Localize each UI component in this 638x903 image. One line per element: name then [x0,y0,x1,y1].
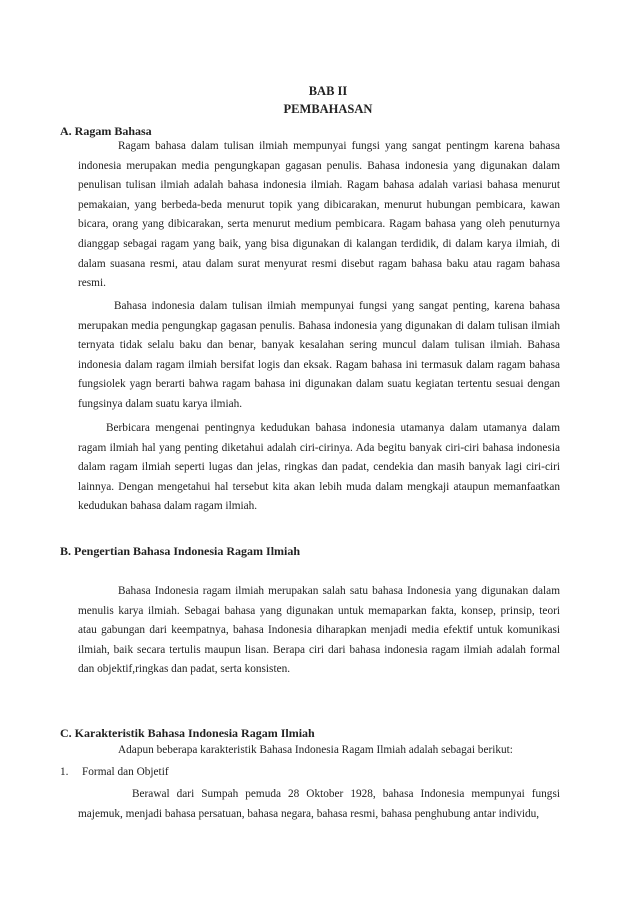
chapter-title: PEMBAHASAN [283,102,373,116]
section-a-paragraph-1: Ragam bahasa dalam tulisan ilmiah mempunyai fungsi yang sangat pentingm karena bahasa indonesia merupakan media pengungkapan gagasan penulis. Bahasa indonesia yang digunakan dalam penulisan tulisan ilmiah adalah bahasa indonesia ilmiah. Ragam bahasa adalah variasi bahasa menurut pemakaian, yang berbeda-beda menurut topik yang dibicarakan, menurut hubungan pembicara, kawan bicara, orang yang dibicarakan, serta menurut medium pembicara. Ragam bahasa yang oleh penuturnya dianggap sebagai ragam yang baik, yang bisa digunakan di kalangan terdidik, di dalam karya ilmiah, di dalam suasana resmi, atau dalam surat menyurat resmi disebut ragam bahasa baku atau ragam bahasa resmi. [78,140,560,290]
section-c-heading: C. Karakteristik Bahasa Indonesia Ragam Ilmiah [60,726,315,740]
section-a-paragraph-2: Bahasa indonesia dalam tulisan ilmiah mempunyai fungsi yang sangat penting, karena bahasa merupakan media pengungkap gagasan penulis. Bahasa indonesia yang digunakan di dalam tulisan ilmiah ternyata tidak selalu baku dan benar, banyak kesalahan sering muncul dalam tulisan ilmiah. Bahasa indonesia dalam ragam ilmiah bersifat logis dan eksak. Ragam bahasa ini termasuk dalam ragam bahasa fungsiolek yagn berarti bahwa ragam bahasa ini digunakan dalam suatu kegiatan tertentu sesuai dengan fungsinya dalam suatu karya ilmiah. [78,300,560,410]
chapter-number: BAB II [308,84,348,98]
section-c-intro: Adapun beberapa karakteristik Bahasa Indonesia Ragam Ilmiah adalah sebagai berikut: [118,744,513,756]
list-item-text: Berawal dari Sumpah pemuda 28 Oktober 1928, bahasa Indonesia mempunyai fungsi majemuk, menjadi bahasa persatuan, bahasa negara, bahasa resmi, bahasa penghubung antar individu, [78,788,560,820]
list-item-title: Formal dan Objetif [82,766,169,778]
section-b-heading: B. Pengertian Bahasa Indonesia Ragam Ilmiah [60,544,301,558]
section-a-heading: A. Ragam Bahasa [60,124,152,138]
section-a-paragraph-3: Berbicara mengenai pentingnya kedudukan bahasa indonesia utamanya dalam utamanya dalam ragam ilmiah hal yang penting diketahui adalah ciri-cirinya. Ada begitu banyak ciri-ciri bahasa indonesia dalam ragam ilmiah seperti lugas dan jelas, ringkas dan padat, cendekia dan masih banyak lagi ciri-ciri lainnya. Dengan mengetahui hal tersebut kita akan lebih muda dalam mengkaji ataupun memanfaatkan kedudukan bahasa dalam ragam ilmiah. [78,422,560,513]
list-item-number: 1. [60,766,69,778]
section-b-paragraph: Bahasa Indonesia ragam ilmiah merupakan salah satu bahasa Indonesia yang digunakan dalam menulis karya ilmiah. Sebagai bahasa yang digunakan untuk memaparkan fakta, konsep, prinsip, teori atau gabungan dari keempatnya, bahasa Indonesia diharapkan menjadi media efektif untuk komunikasi ilmiah, baik secara tertulis maupun lisan. Berapa ciri dari bahasa indonesia ragam ilmiah adalah formal dan objektif,ringkas dan padat, serta konsisten. [78,585,560,676]
